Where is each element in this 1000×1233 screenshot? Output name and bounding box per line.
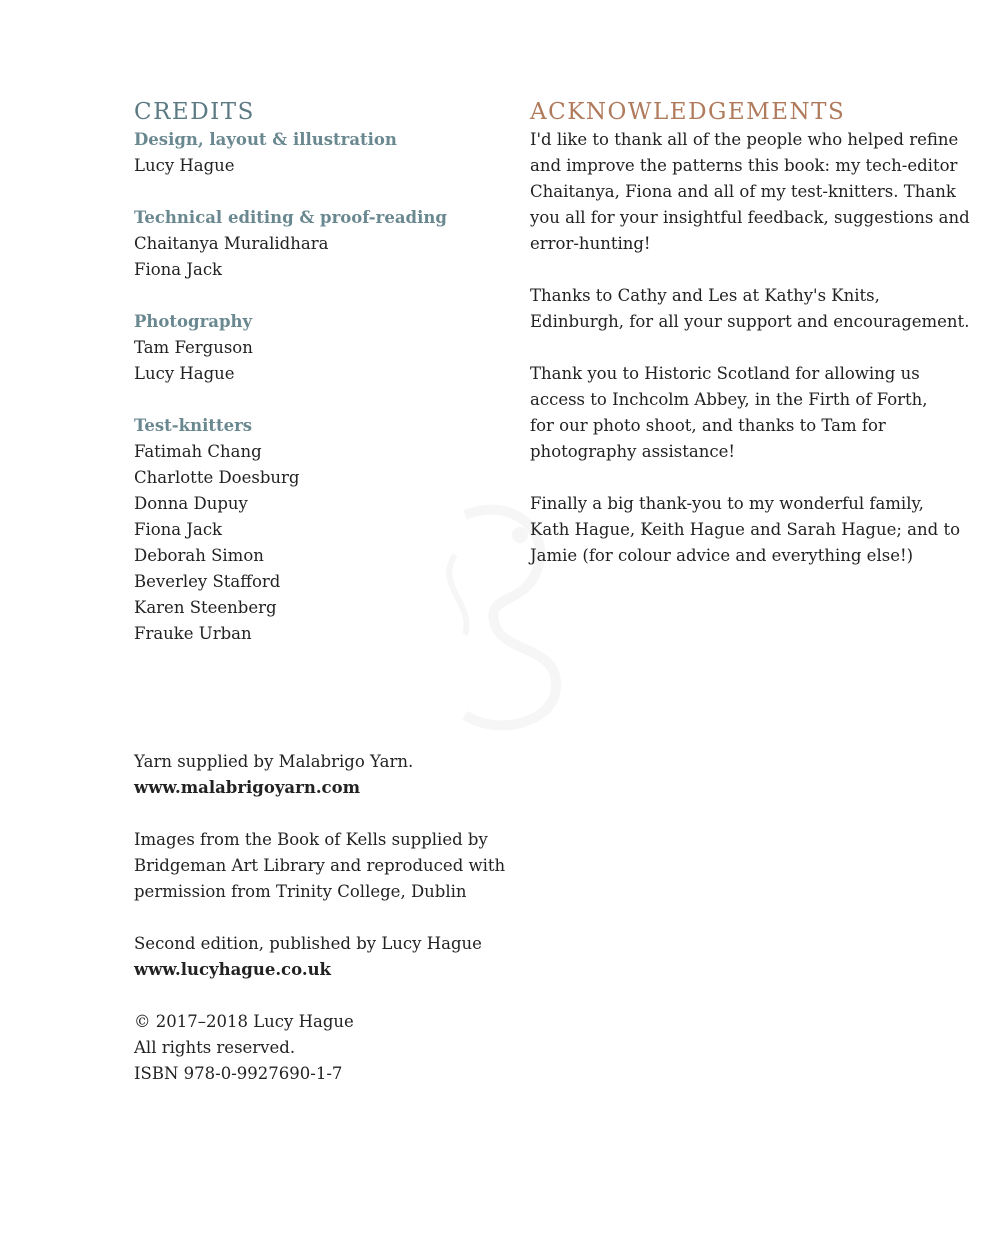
credits-name: Fiona Jack <box>134 260 223 279</box>
images-line: Images from the Book of Kells supplied by <box>134 830 488 849</box>
credits-name: Karen Steenberg <box>134 598 277 617</box>
acknowledgement-line: Edinburgh, for all your support and encouragement. <box>530 312 970 331</box>
acknowledgement-line: Thanks to Cathy and Les at Kathy's Knits, <box>530 286 880 305</box>
yarn-url: www.malabrigoyarn.com <box>134 778 361 797</box>
credits-name: Beverley Stafford <box>134 572 281 591</box>
credits-name: Fatimah Chang <box>134 442 262 461</box>
images-credit <box>134 827 506 905</box>
credits-heading: CREDITS <box>134 99 255 125</box>
copyright-block <box>134 1009 494 1087</box>
yarn-credit <box>134 749 494 801</box>
acknowledgements-section <box>530 97 970 595</box>
acknowledgements-heading: ACKNOWLEDGEMENTS <box>530 99 846 125</box>
acknowledgement-line: you all for your insightful feedback, suggestions and <box>530 208 970 227</box>
acknowledgement-line: and improve the patterns this book: my tech-editor <box>530 156 958 175</box>
acknowledgement-paragraph <box>530 127 970 257</box>
publication-info <box>134 749 506 1113</box>
rights-line: All rights reserved. <box>134 1038 296 1057</box>
credits-role: Photography <box>134 312 253 331</box>
acknowledgements-paragraphs <box>530 127 970 569</box>
credits-name: Lucy Hague <box>134 364 235 383</box>
credits-name: Frauke Urban <box>134 624 252 643</box>
credits-group <box>134 205 484 283</box>
acknowledgement-line: Kath Hague, Keith Hague and Sarah Hague; and to <box>530 520 961 539</box>
acknowledgement-line: access to Inchcolm Abbey, in the Firth of Forth, <box>530 390 928 409</box>
credits-group <box>134 413 484 647</box>
edition-url: www.lucyhague.co.uk <box>134 960 331 979</box>
edition-credit <box>134 931 494 983</box>
acknowledgement-paragraph <box>530 491 961 569</box>
credits-section <box>134 97 484 673</box>
acknowledgement-line: Chaitanya, Fiona and all of my test-knitters. Thank <box>530 182 956 201</box>
credits-name: Chaitanya Muralidhara <box>134 234 329 253</box>
acknowledgement-line: error-hunting! <box>530 234 651 253</box>
acknowledgement-paragraph <box>530 283 970 335</box>
acknowledgement-line: for our photo shoot, and thanks to Tam for <box>530 416 886 435</box>
credits-name: Donna Dupuy <box>134 494 248 513</box>
acknowledgement-line: Finally a big thank-you to my wonderful family, <box>530 494 924 513</box>
yarn-line: Yarn supplied by Malabrigo Yarn. <box>134 752 414 771</box>
edition-line: Second edition, published by Lucy Hague <box>134 934 482 953</box>
credits-role: Design, layout & illustration <box>134 130 397 149</box>
acknowledgement-line: I'd like to thank all of the people who helped refine <box>530 130 959 149</box>
credits-name: Deborah Simon <box>134 546 264 565</box>
credits-group <box>134 309 484 387</box>
credits-name: Fiona Jack <box>134 520 223 539</box>
images-line: permission from Trinity College, Dublin <box>134 882 467 901</box>
credits-role: Test-knitters <box>134 416 253 435</box>
credits-name: Lucy Hague <box>134 156 235 175</box>
credits-group <box>134 127 484 179</box>
credits-groups <box>134 127 484 647</box>
acknowledgement-line: Jamie (for colour advice and everything else!) <box>530 546 914 565</box>
credits-name: Charlotte Doesburg <box>134 468 300 487</box>
credits-role: Technical editing & proof-reading <box>134 208 447 227</box>
credits-name: Tam Ferguson <box>134 338 253 357</box>
images-line: Bridgeman Art Library and reproduced with <box>134 856 506 875</box>
acknowledgement-paragraph <box>530 361 928 465</box>
acknowledgement-line: photography assistance! <box>530 442 735 461</box>
copyright-line: © 2017–2018 Lucy Hague <box>134 1012 354 1031</box>
acknowledgement-line: Thank you to Historic Scotland for allowing us <box>530 364 920 383</box>
isbn-line: ISBN 978-0-9927690-1-7 <box>134 1064 343 1083</box>
